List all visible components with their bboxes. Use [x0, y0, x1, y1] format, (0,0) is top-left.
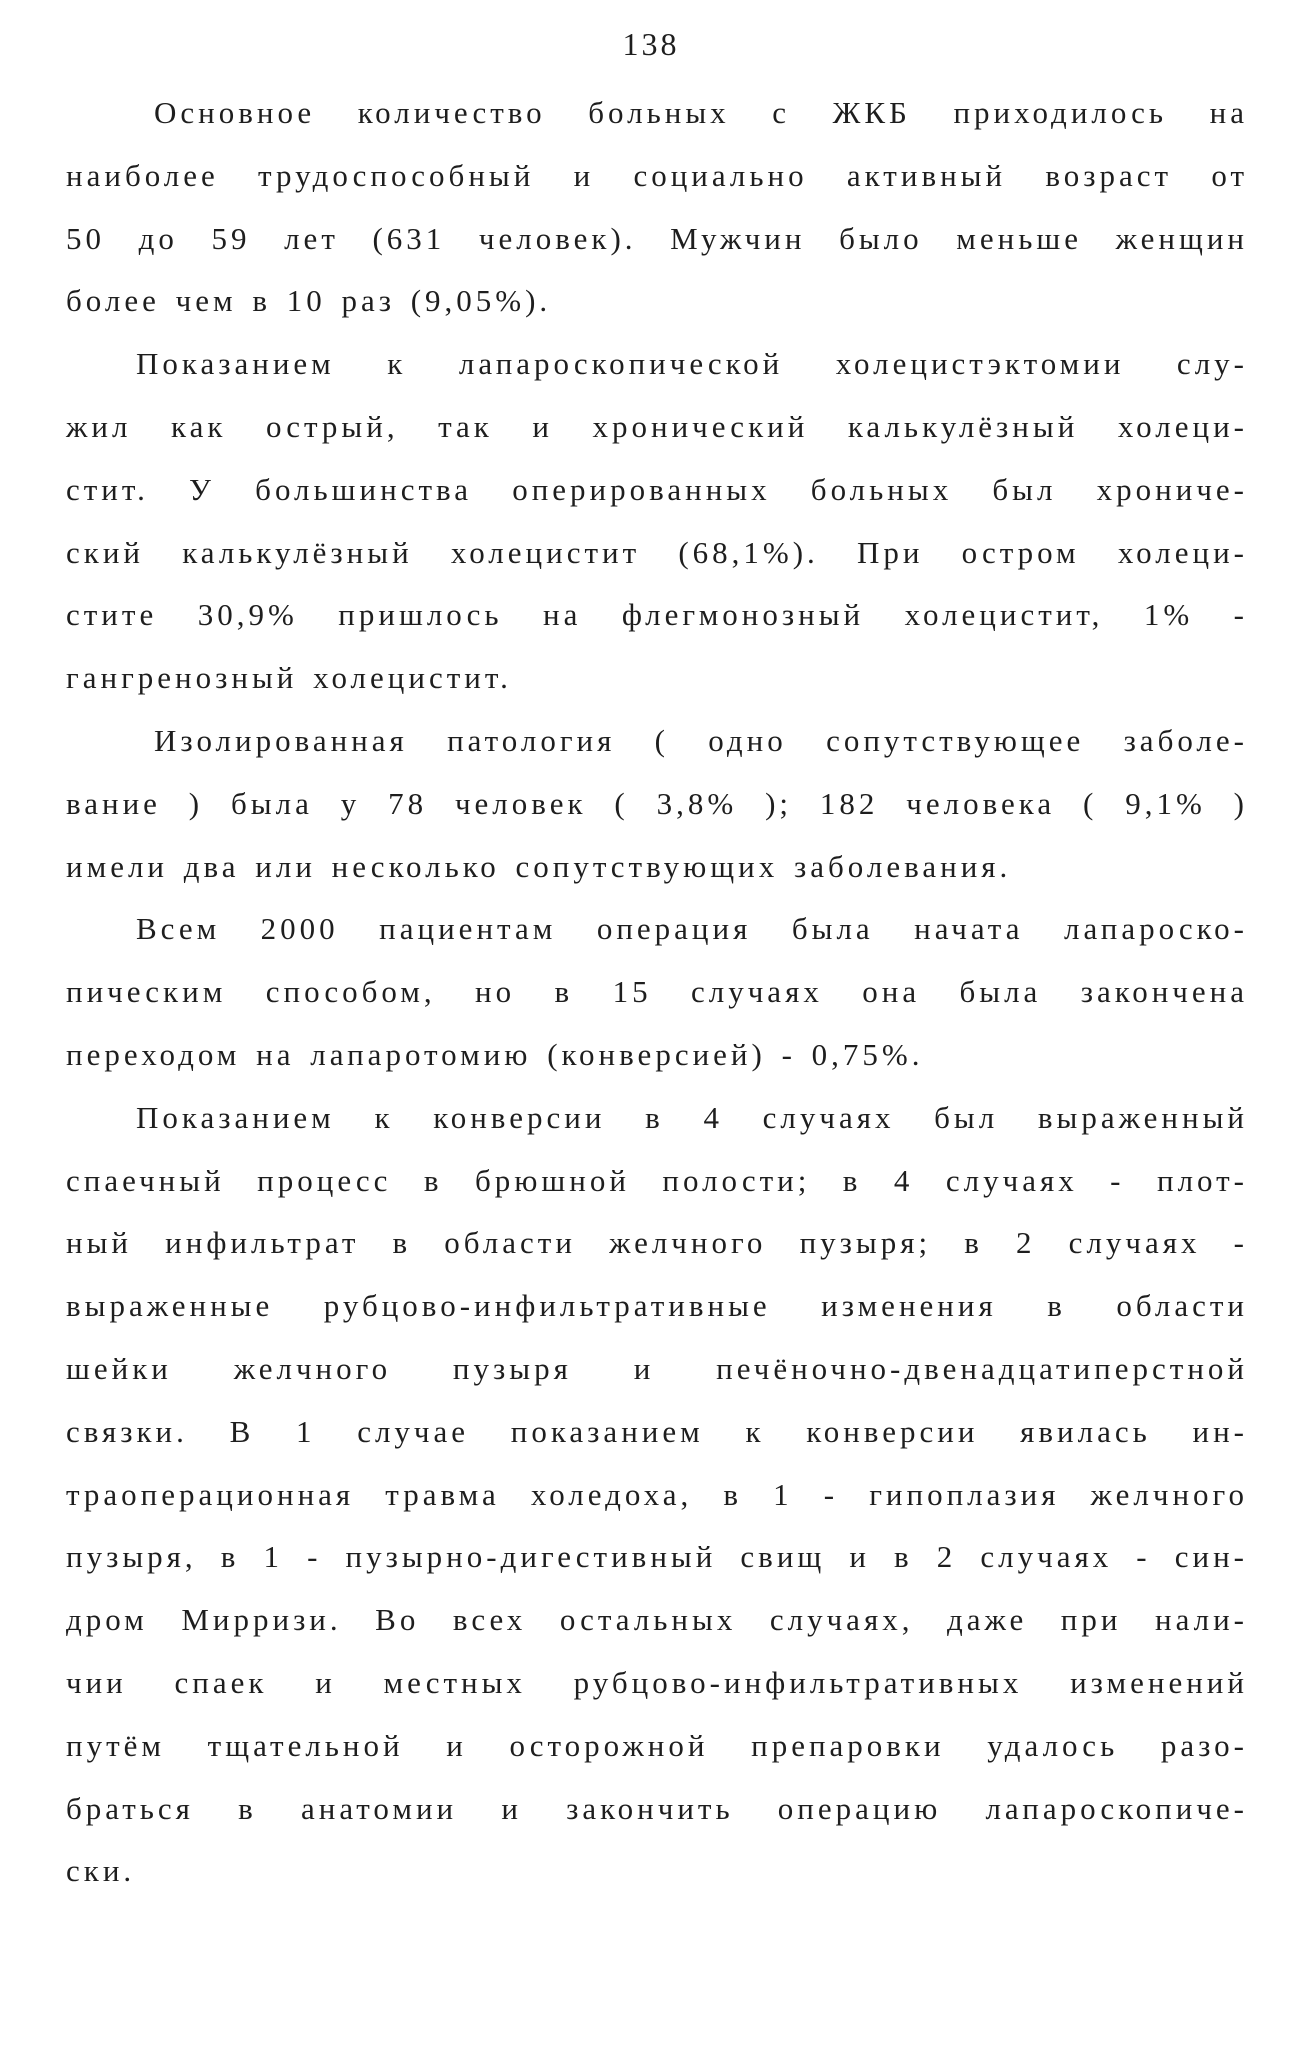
page-number: 138: [622, 26, 680, 62]
paragraph: [66, 710, 1248, 898]
text-line: стит. У большинства оперированных больных был хрониче-: [66, 471, 1248, 507]
text-line: браться в анатомии и закончить операцию лапароскопиче-: [66, 1790, 1248, 1826]
text-line: шейки желчного пузыря и печёночно-двенадцатиперстной: [66, 1350, 1248, 1386]
text-line: Показанием к лапароскопической холецистэктомии слу-: [136, 346, 1248, 382]
paragraph: [66, 333, 1248, 710]
text-line: ный инфильтрат в области желчного пузыря; в 2 случаях -: [66, 1225, 1248, 1261]
text-line: Показанием к конверсии в 4 случаях был выраженный: [136, 1099, 1248, 1135]
text-line: чии спаек и местных рубцово-инфильтративных изменений: [66, 1664, 1248, 1700]
text-line: более чем в 10 раз (9,05%).: [66, 283, 552, 319]
text-line: ски.: [66, 1853, 136, 1889]
text-line: пузыря, в 1 - пузырно-дигестивный свищ и в 2 случаях - син-: [66, 1539, 1248, 1575]
text-line: выраженные рубцово-инфильтративные изменения в области: [66, 1288, 1248, 1324]
text-line: 50 до 59 лет (631 человек). Мужчин было меньше женщин: [66, 220, 1248, 256]
text-line: переходом на лапаротомию (конверсией) - 0,75%.: [66, 1036, 924, 1072]
text-line: траоперационная травма холедоха, в 1 - гипоплазия желчного: [66, 1476, 1248, 1512]
text-line: пическим способом, но в 15 случаях она была закончена: [66, 974, 1248, 1010]
text-line: дром Мирризи. Во всех остальных случаях, даже при нали-: [66, 1602, 1248, 1638]
text-line: спаечный процесс в брюшной полости; в 4 случаях - плот-: [66, 1162, 1248, 1198]
text-line: стите 30,9% пришлось на флегмонозный холецистит, 1% -: [66, 597, 1248, 633]
text-line: Основное количество больных с ЖКБ приходилось на: [154, 95, 1248, 130]
text-line: жил как острый, так и хронический калькулёзный холеци-: [66, 408, 1248, 444]
text-line: наиболее трудоспособный и социально активный возраст от: [66, 157, 1248, 193]
text-line: гангренозный холецистит.: [66, 660, 512, 696]
text-line: вание ) была у 78 человек ( 3,8% ); 182 человека ( 9,1% ): [66, 785, 1248, 821]
text-line: связки. В 1 случае показанием к конверсии явилась ин-: [66, 1413, 1248, 1449]
text-line: Всем 2000 пациентам операция была начата лапароско-: [136, 911, 1248, 947]
text-line: имели два или несколько сопутствующих заболевания.: [66, 848, 1012, 884]
paragraph: [66, 898, 1248, 1086]
text-body: [66, 82, 1248, 1903]
paragraph: [66, 1087, 1248, 1903]
text-line: путём тщательной и осторожной препаровки удалось разо-: [66, 1727, 1248, 1763]
text-line: ский калькулёзный холецистит (68,1%). При остром холеци-: [66, 534, 1248, 570]
paragraph: [66, 82, 1248, 333]
text-line: Изолированная патология ( одно сопутствующее заболе-: [154, 722, 1248, 758]
